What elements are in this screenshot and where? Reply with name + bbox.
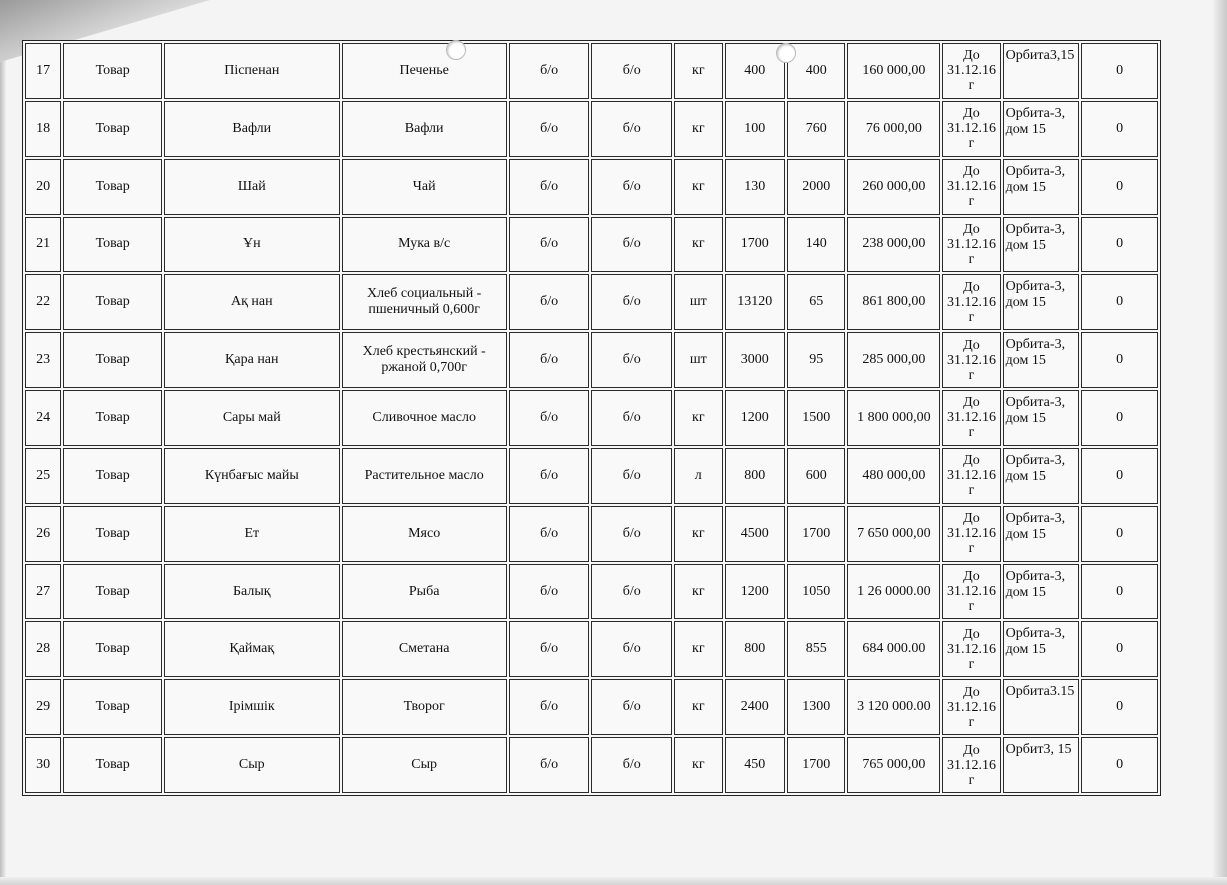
quantity-cell: 4500 (725, 506, 785, 562)
unit-cell: кг (674, 564, 722, 620)
price-cell: 1700 (787, 506, 845, 562)
price-cell: 600 (787, 448, 845, 504)
sum-cell: 260 000,00 (847, 159, 940, 215)
delivery-term-cell: До 31.12.16 г (942, 390, 1000, 446)
extra-cell: 0 (1081, 506, 1158, 562)
sum-cell: 238 000,00 (847, 217, 940, 273)
sum-cell: 76 000,00 (847, 101, 940, 157)
delivery-term-cell: До 31.12.16 г (942, 564, 1000, 620)
row-number: 24 (25, 390, 61, 446)
delivery-term-cell: До 31.12.16 г (942, 737, 1000, 793)
delivery-term-cell: До 31.12.16 г (942, 506, 1000, 562)
unit-cell: кг (674, 159, 722, 215)
item-name-kazakh: Шай (164, 159, 339, 215)
item-type: Товар (63, 679, 162, 735)
spec-cell-2: б/о (591, 43, 672, 99)
unit-cell: шт (674, 332, 722, 388)
item-name-kazakh: Піспенан (164, 43, 339, 99)
delivery-address-cell: Орбита3,15 (1003, 43, 1080, 99)
quantity-cell: 800 (725, 448, 785, 504)
quantity-cell: 1200 (725, 564, 785, 620)
extra-cell: 0 (1081, 679, 1158, 735)
extra-cell: 0 (1081, 43, 1158, 99)
delivery-term-cell: До 31.12.16 г (942, 43, 1000, 99)
item-name-russian: Сметана (342, 621, 507, 677)
unit-cell: кг (674, 217, 722, 273)
spec-cell: б/о (509, 737, 590, 793)
item-type: Товар (63, 101, 162, 157)
row-number: 17 (25, 43, 61, 99)
table-row (25, 274, 1158, 330)
table-row (25, 332, 1158, 388)
delivery-address-cell: Орбита-3, дом 15 (1003, 506, 1080, 562)
unit-cell: л (674, 448, 722, 504)
item-type: Товар (63, 217, 162, 273)
spec-cell-2: б/о (591, 217, 672, 273)
extra-cell: 0 (1081, 101, 1158, 157)
table-row (25, 217, 1158, 273)
delivery-address-cell: Орбита-3, дом 15 (1003, 448, 1080, 504)
item-name-kazakh: Сыр (164, 737, 339, 793)
spec-cell: б/о (509, 679, 590, 735)
item-type: Товар (63, 621, 162, 677)
extra-cell: 0 (1081, 737, 1158, 793)
unit-cell: кг (674, 679, 722, 735)
extra-cell: 0 (1081, 448, 1158, 504)
price-cell: 400 (787, 43, 845, 99)
item-name-russian: Растительное масло (342, 448, 507, 504)
price-cell: 140 (787, 217, 845, 273)
extra-cell: 0 (1081, 217, 1158, 273)
item-name-kazakh: Ет (164, 506, 339, 562)
unit-cell: кг (674, 101, 722, 157)
table-row (25, 506, 1158, 562)
row-number: 25 (25, 448, 61, 504)
spec-cell-2: б/о (591, 506, 672, 562)
row-number: 20 (25, 159, 61, 215)
punch-hole (776, 43, 796, 63)
delivery-address-cell: Орбита-3, дом 15 (1003, 217, 1080, 273)
spec-cell-2: б/о (591, 621, 672, 677)
unit-cell: кг (674, 621, 722, 677)
delivery-address-cell: Орбит3, 15 (1003, 737, 1080, 793)
delivery-term-cell: До 31.12.16 г (942, 217, 1000, 273)
sum-cell: 7 650 000,00 (847, 506, 940, 562)
table-row (25, 43, 1158, 99)
item-type: Товар (63, 390, 162, 446)
table-row (25, 390, 1158, 446)
price-cell: 1700 (787, 737, 845, 793)
delivery-address-cell: Орбита-3, дом 15 (1003, 274, 1080, 330)
spec-cell-2: б/о (591, 390, 672, 446)
sum-cell: 160 000,00 (847, 43, 940, 99)
spec-cell-2: б/о (591, 274, 672, 330)
spec-cell: б/о (509, 43, 590, 99)
punch-hole (446, 40, 466, 60)
extra-cell: 0 (1081, 390, 1158, 446)
table-row (25, 737, 1158, 793)
spec-cell: б/о (509, 274, 590, 330)
quantity-cell: 100 (725, 101, 785, 157)
unit-cell: кг (674, 43, 722, 99)
quantity-cell: 1700 (725, 217, 785, 273)
extra-cell: 0 (1081, 274, 1158, 330)
row-number: 18 (25, 101, 61, 157)
quantity-cell: 130 (725, 159, 785, 215)
row-number: 29 (25, 679, 61, 735)
item-type: Товар (63, 43, 162, 99)
item-name-russian: Мука в/с (342, 217, 507, 273)
item-type: Товар (63, 564, 162, 620)
spec-cell-2: б/о (591, 737, 672, 793)
item-name-russian: Хлеб крестьянский - ржаной 0,700г (342, 332, 507, 388)
item-type: Товар (63, 159, 162, 215)
goods-table (23, 41, 1160, 795)
item-name-russian: Сыр (342, 737, 507, 793)
price-cell: 95 (787, 332, 845, 388)
goods-table-frame (22, 40, 1161, 796)
item-name-russian: Сливочное масло (342, 390, 507, 446)
sum-cell: 285 000,00 (847, 332, 940, 388)
delivery-address-cell: Орбита-3, дом 15 (1003, 390, 1080, 446)
delivery-term-cell: До 31.12.16 г (942, 159, 1000, 215)
table-row (25, 101, 1158, 157)
quantity-cell: 3000 (725, 332, 785, 388)
item-name-russian: Творог (342, 679, 507, 735)
spec-cell: б/о (509, 332, 590, 388)
spec-cell: б/о (509, 506, 590, 562)
item-type: Товар (63, 332, 162, 388)
delivery-address-cell: Орбита-3, дом 15 (1003, 621, 1080, 677)
delivery-term-cell: До 31.12.16 г (942, 332, 1000, 388)
spec-cell-2: б/о (591, 332, 672, 388)
extra-cell: 0 (1081, 159, 1158, 215)
price-cell: 1500 (787, 390, 845, 446)
quantity-cell: 800 (725, 621, 785, 677)
quantity-cell: 1200 (725, 390, 785, 446)
extra-cell: 0 (1081, 332, 1158, 388)
table-row (25, 621, 1158, 677)
delivery-address-cell: Орбита-3, дом 15 (1003, 332, 1080, 388)
unit-cell: шт (674, 274, 722, 330)
spec-cell-2: б/о (591, 101, 672, 157)
spec-cell: б/о (509, 217, 590, 273)
table-row (25, 159, 1158, 215)
quantity-cell: 400 (725, 43, 785, 99)
delivery-address-cell: Орбита-3, дом 15 (1003, 101, 1080, 157)
price-cell: 1300 (787, 679, 845, 735)
table-row (25, 448, 1158, 504)
item-name-kazakh: Ірімшік (164, 679, 339, 735)
item-name-kazakh: Күнбағыс майы (164, 448, 339, 504)
extra-cell: 0 (1081, 621, 1158, 677)
price-cell: 2000 (787, 159, 845, 215)
item-type: Товар (63, 274, 162, 330)
item-name-russian: Печенье (342, 43, 507, 99)
row-number: 30 (25, 737, 61, 793)
item-name-russian: Чай (342, 159, 507, 215)
item-name-russian: Хлеб социальный - пшеничный 0,600г (342, 274, 507, 330)
row-number: 27 (25, 564, 61, 620)
spec-cell: б/о (509, 448, 590, 504)
item-name-kazakh: Сары май (164, 390, 339, 446)
spec-cell: б/о (509, 390, 590, 446)
row-number: 23 (25, 332, 61, 388)
spec-cell: б/о (509, 621, 590, 677)
row-number: 26 (25, 506, 61, 562)
price-cell: 65 (787, 274, 845, 330)
page-left-edge (0, 40, 6, 885)
table-row (25, 679, 1158, 735)
row-number: 22 (25, 274, 61, 330)
item-name-russian: Рыба (342, 564, 507, 620)
unit-cell: кг (674, 506, 722, 562)
page-bottom-edge (0, 877, 1227, 885)
item-name-russian: Мясо (342, 506, 507, 562)
table-body (25, 43, 1158, 793)
item-name-kazakh: Қара нан (164, 332, 339, 388)
item-type: Товар (63, 737, 162, 793)
row-number: 28 (25, 621, 61, 677)
item-type: Товар (63, 506, 162, 562)
price-cell: 855 (787, 621, 845, 677)
sum-cell: 684 000.00 (847, 621, 940, 677)
item-name-kazakh: Ақ нан (164, 274, 339, 330)
delivery-address-cell: Орбита-3, дом 15 (1003, 564, 1080, 620)
sum-cell: 3 120 000.00 (847, 679, 940, 735)
sum-cell: 1 800 000,00 (847, 390, 940, 446)
spec-cell-2: б/о (591, 159, 672, 215)
spec-cell: б/о (509, 564, 590, 620)
delivery-address-cell: Орбита-3, дом 15 (1003, 159, 1080, 215)
spec-cell-2: б/о (591, 679, 672, 735)
item-type: Товар (63, 448, 162, 504)
unit-cell: кг (674, 737, 722, 793)
delivery-term-cell: До 31.12.16 г (942, 679, 1000, 735)
page-right-edge (1213, 0, 1227, 885)
sum-cell: 1 26 0000.00 (847, 564, 940, 620)
price-cell: 760 (787, 101, 845, 157)
item-name-kazakh: Қаймақ (164, 621, 339, 677)
item-name-russian: Вафли (342, 101, 507, 157)
item-name-kazakh: Вафли (164, 101, 339, 157)
sum-cell: 861 800,00 (847, 274, 940, 330)
item-name-kazakh: Балық (164, 564, 339, 620)
delivery-term-cell: До 31.12.16 г (942, 621, 1000, 677)
sum-cell: 480 000,00 (847, 448, 940, 504)
delivery-term-cell: До 31.12.16 г (942, 101, 1000, 157)
delivery-term-cell: До 31.12.16 г (942, 274, 1000, 330)
quantity-cell: 2400 (725, 679, 785, 735)
delivery-address-cell: Орбита3.15 (1003, 679, 1080, 735)
quantity-cell: 450 (725, 737, 785, 793)
row-number: 21 (25, 217, 61, 273)
price-cell: 1050 (787, 564, 845, 620)
spec-cell-2: б/о (591, 564, 672, 620)
table-row (25, 564, 1158, 620)
quantity-cell: 13120 (725, 274, 785, 330)
item-name-kazakh: Ұн (164, 217, 339, 273)
delivery-term-cell: До 31.12.16 г (942, 448, 1000, 504)
spec-cell-2: б/о (591, 448, 672, 504)
unit-cell: кг (674, 390, 722, 446)
spec-cell: б/о (509, 159, 590, 215)
sum-cell: 765 000,00 (847, 737, 940, 793)
spec-cell: б/о (509, 101, 590, 157)
extra-cell: 0 (1081, 564, 1158, 620)
